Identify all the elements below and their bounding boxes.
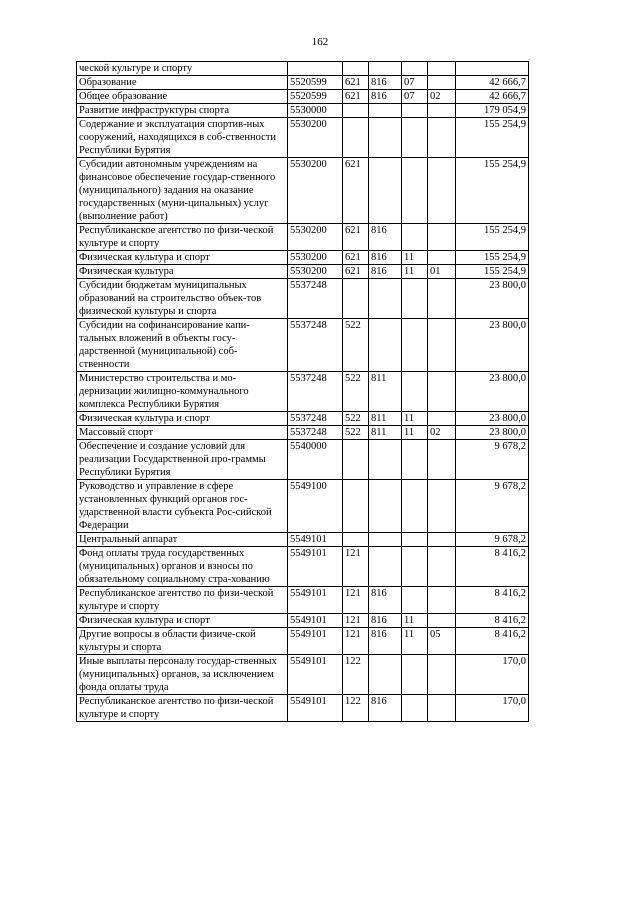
page-number: 162 xyxy=(311,36,329,48)
table-row xyxy=(77,533,529,547)
row-name-cell: Субсидии на софинансирование капи-тальных вложений в объекты госу-дарственной (муниципальной) соб-ственности xyxy=(77,319,288,372)
row-csr-cell: 5537248 xyxy=(288,279,343,319)
row-name-cell: Общее образование xyxy=(77,90,288,104)
row-vr-cell xyxy=(343,440,369,480)
table-row xyxy=(77,547,529,587)
row-rz-cell xyxy=(402,480,428,533)
row-ved-cell xyxy=(369,655,402,695)
row-csr-cell: 5530200 xyxy=(288,118,343,158)
row-sum-cell: 170,0 xyxy=(456,695,529,722)
row-sum-cell: 8 416,2 xyxy=(456,547,529,587)
row-pr-cell xyxy=(428,547,456,587)
row-pr-cell: 01 xyxy=(428,265,456,279)
row-ved-cell: 816 xyxy=(369,76,402,90)
table-row xyxy=(77,480,529,533)
row-sum-cell: 23 800,0 xyxy=(456,372,529,412)
row-vr-cell: 621 xyxy=(343,251,369,265)
row-name-cell: Обеспечение и создание условий для реализации Государственной про-граммы Республики Бурятия xyxy=(77,440,288,480)
row-sum-cell: 8 416,2 xyxy=(456,628,529,655)
row-sum-cell: 42 666,7 xyxy=(456,76,529,90)
row-rz-cell xyxy=(402,158,428,224)
row-pr-cell xyxy=(428,251,456,265)
row-ved-cell: 811 xyxy=(369,426,402,440)
row-vr-cell xyxy=(343,533,369,547)
row-vr-cell xyxy=(343,279,369,319)
row-pr-cell xyxy=(428,118,456,158)
row-vr-cell: 621 xyxy=(343,90,369,104)
row-csr-cell: 5537248 xyxy=(288,372,343,412)
row-sum-cell: 155 254,9 xyxy=(456,118,529,158)
row-sum-cell: 170,0 xyxy=(456,655,529,695)
row-rz-cell: 07 xyxy=(402,90,428,104)
row-pr-cell xyxy=(428,76,456,90)
row-pr-cell xyxy=(428,440,456,480)
row-sum-cell: 9 678,2 xyxy=(456,480,529,533)
row-name-cell: Министерство строительства и мо-дернизации жилищно-коммунального комплекса Республики Бурятия xyxy=(77,372,288,412)
row-csr-cell: 5549101 xyxy=(288,547,343,587)
row-name-cell: Центральный аппарат xyxy=(77,533,288,547)
row-vr-cell xyxy=(343,118,369,158)
row-sum-cell: 155 254,9 xyxy=(456,265,529,279)
row-name-cell: Руководство и управление в сфере установленных функций органов гос-ударственной власти субъекта Рос-сийской Федерации xyxy=(77,480,288,533)
row-ved-cell xyxy=(369,440,402,480)
row-csr-cell: 5549101 xyxy=(288,628,343,655)
row-rz-cell: 11 xyxy=(402,251,428,265)
row-name-cell: Субсидии автономным учреждениям на финансовое обеспечение государ-ственного (муниципального) задания на оказание государственных (муни-ципальных) услуг (выполнение работ) xyxy=(77,158,288,224)
row-pr-cell xyxy=(428,587,456,614)
row-pr-cell xyxy=(428,279,456,319)
row-name-cell: Фонд оплаты труда государственных (муниципальных) органов и взносы по обязательному социальному стра-хованию xyxy=(77,547,288,587)
row-vr-cell: 621 xyxy=(343,265,369,279)
row-ved-cell: 816 xyxy=(369,265,402,279)
row-csr-cell: 5520599 xyxy=(288,90,343,104)
row-pr-cell xyxy=(428,319,456,372)
row-ved-cell xyxy=(369,480,402,533)
row-name-cell: Республиканское агентство по физи-ческой культуре и спорту xyxy=(77,587,288,614)
row-pr-cell: 02 xyxy=(428,426,456,440)
table-row xyxy=(77,426,529,440)
row-rz-cell xyxy=(402,372,428,412)
row-name-cell: Массовый спорт xyxy=(77,426,288,440)
row-vr-cell: 522 xyxy=(343,319,369,372)
row-rz-cell xyxy=(402,104,428,118)
table-row xyxy=(77,265,529,279)
row-sum-cell: 9 678,2 xyxy=(456,533,529,547)
row-ved-cell: 816 xyxy=(369,614,402,628)
row-pr-cell xyxy=(428,158,456,224)
row-vr-cell: 121 xyxy=(343,614,369,628)
table-row xyxy=(77,587,529,614)
table-row xyxy=(77,695,529,722)
row-csr-cell: 5549101 xyxy=(288,655,343,695)
table-row xyxy=(77,158,529,224)
row-name-cell: Иные выплаты персоналу государ-ственных (муниципальных) органов, за исключением фонда оплаты труда xyxy=(77,655,288,695)
row-vr-cell xyxy=(343,480,369,533)
row-rz-cell: 11 xyxy=(402,614,428,628)
row-sum-cell xyxy=(456,62,529,76)
row-pr-cell xyxy=(428,412,456,426)
row-ved-cell xyxy=(369,104,402,118)
row-pr-cell xyxy=(428,655,456,695)
row-vr-cell: 522 xyxy=(343,372,369,412)
row-rz-cell xyxy=(402,533,428,547)
row-name-cell: Содержание и эксплуатация спортив-ных сооружений, находящихся в соб-ственности Республики Бурятия xyxy=(77,118,288,158)
row-sum-cell: 155 254,9 xyxy=(456,158,529,224)
row-pr-cell xyxy=(428,224,456,251)
row-name-cell: Республиканское агентство по физи-ческой культуре и спорту xyxy=(77,224,288,251)
table-row xyxy=(77,76,529,90)
row-name-cell: Республиканское агентство по физи-ческой культуре и спорту xyxy=(77,695,288,722)
row-sum-cell: 23 800,0 xyxy=(456,426,529,440)
row-name-cell: Другие вопросы в области физиче-ской культуры и спорта xyxy=(77,628,288,655)
row-rz-cell xyxy=(402,279,428,319)
row-rz-cell xyxy=(402,118,428,158)
row-csr-cell xyxy=(288,62,343,76)
row-sum-cell: 155 254,9 xyxy=(456,251,529,265)
row-rz-cell: 11 xyxy=(402,628,428,655)
row-csr-cell: 5530200 xyxy=(288,158,343,224)
row-rz-cell: 11 xyxy=(402,412,428,426)
row-sum-cell: 8 416,2 xyxy=(456,614,529,628)
row-rz-cell: 07 xyxy=(402,76,428,90)
row-ved-cell xyxy=(369,533,402,547)
row-csr-cell: 5530200 xyxy=(288,224,343,251)
row-name-cell: Образование xyxy=(77,76,288,90)
row-vr-cell: 122 xyxy=(343,695,369,722)
table-row xyxy=(77,412,529,426)
row-csr-cell: 5530000 xyxy=(288,104,343,118)
table-row xyxy=(77,224,529,251)
row-pr-cell: 05 xyxy=(428,628,456,655)
table-row xyxy=(77,104,529,118)
row-ved-cell: 816 xyxy=(369,251,402,265)
table-row xyxy=(77,319,529,372)
row-name-cell: Физическая культура и спорт xyxy=(77,614,288,628)
table-row xyxy=(77,251,529,265)
row-rz-cell xyxy=(402,587,428,614)
table-row xyxy=(77,90,529,104)
row-rz-cell xyxy=(402,695,428,722)
row-csr-cell: 5530200 xyxy=(288,251,343,265)
row-csr-cell: 5537248 xyxy=(288,426,343,440)
row-name-cell: Физическая культура и спорт xyxy=(77,412,288,426)
row-pr-cell xyxy=(428,480,456,533)
row-ved-cell: 816 xyxy=(369,587,402,614)
row-ved-cell: 816 xyxy=(369,695,402,722)
row-ved-cell xyxy=(369,279,402,319)
row-pr-cell xyxy=(428,104,456,118)
row-rz-cell xyxy=(402,319,428,372)
row-pr-cell: 02 xyxy=(428,90,456,104)
row-rz-cell xyxy=(402,440,428,480)
row-vr-cell: 121 xyxy=(343,547,369,587)
row-sum-cell: 179 054,9 xyxy=(456,104,529,118)
row-csr-cell: 5537248 xyxy=(288,319,343,372)
row-vr-cell xyxy=(343,62,369,76)
table-row xyxy=(77,118,529,158)
row-vr-cell: 522 xyxy=(343,426,369,440)
row-csr-cell: 5549101 xyxy=(288,695,343,722)
table-row xyxy=(77,655,529,695)
row-name-cell: Физическая культура xyxy=(77,265,288,279)
row-sum-cell: 8 416,2 xyxy=(456,587,529,614)
row-vr-cell: 621 xyxy=(343,158,369,224)
row-sum-cell: 23 800,0 xyxy=(456,412,529,426)
row-ved-cell: 816 xyxy=(369,628,402,655)
budget-table-body xyxy=(77,62,529,722)
table-row xyxy=(77,440,529,480)
row-name-cell: Субсидии бюджетам муниципальных образований на строительство объек-тов физической культуры и спорта xyxy=(77,279,288,319)
table-row xyxy=(77,628,529,655)
row-name-cell: Развитие инфраструктуры спорта xyxy=(77,104,288,118)
table-row xyxy=(77,372,529,412)
row-name-cell: ческой культуре и спорту xyxy=(77,62,288,76)
row-ved-cell: 811 xyxy=(369,372,402,412)
row-vr-cell: 522 xyxy=(343,412,369,426)
row-vr-cell: 621 xyxy=(343,224,369,251)
row-sum-cell: 155 254,9 xyxy=(456,224,529,251)
row-ved-cell xyxy=(369,62,402,76)
row-csr-cell: 5530200 xyxy=(288,265,343,279)
row-ved-cell xyxy=(369,118,402,158)
row-rz-cell xyxy=(402,62,428,76)
row-rz-cell: 11 xyxy=(402,426,428,440)
row-ved-cell: 816 xyxy=(369,90,402,104)
table-row xyxy=(77,614,529,628)
row-ved-cell xyxy=(369,158,402,224)
row-name-cell: Физическая культура и спорт xyxy=(77,251,288,265)
row-sum-cell: 9 678,2 xyxy=(456,440,529,480)
row-sum-cell: 23 800,0 xyxy=(456,319,529,372)
row-ved-cell xyxy=(369,319,402,372)
row-rz-cell: 11 xyxy=(402,265,428,279)
row-vr-cell: 121 xyxy=(343,587,369,614)
row-pr-cell xyxy=(428,372,456,412)
row-csr-cell: 5549101 xyxy=(288,587,343,614)
row-vr-cell: 621 xyxy=(343,76,369,90)
row-pr-cell xyxy=(428,62,456,76)
row-sum-cell: 42 666,7 xyxy=(456,90,529,104)
row-rz-cell xyxy=(402,224,428,251)
row-csr-cell: 5537248 xyxy=(288,412,343,426)
row-csr-cell: 5549100 xyxy=(288,480,343,533)
row-ved-cell xyxy=(369,547,402,587)
row-vr-cell: 121 xyxy=(343,628,369,655)
row-csr-cell: 5549101 xyxy=(288,614,343,628)
row-vr-cell xyxy=(343,104,369,118)
row-sum-cell: 23 800,0 xyxy=(456,279,529,319)
row-rz-cell xyxy=(402,655,428,695)
row-csr-cell: 5549101 xyxy=(288,533,343,547)
budget-table xyxy=(76,61,529,722)
table-row xyxy=(77,62,529,76)
row-rz-cell xyxy=(402,547,428,587)
table-row xyxy=(77,279,529,319)
row-ved-cell: 816 xyxy=(369,224,402,251)
row-pr-cell xyxy=(428,695,456,722)
row-vr-cell: 122 xyxy=(343,655,369,695)
row-pr-cell xyxy=(428,614,456,628)
row-csr-cell: 5540000 xyxy=(288,440,343,480)
row-csr-cell: 5520599 xyxy=(288,76,343,90)
row-ved-cell: 811 xyxy=(369,412,402,426)
row-pr-cell xyxy=(428,533,456,547)
